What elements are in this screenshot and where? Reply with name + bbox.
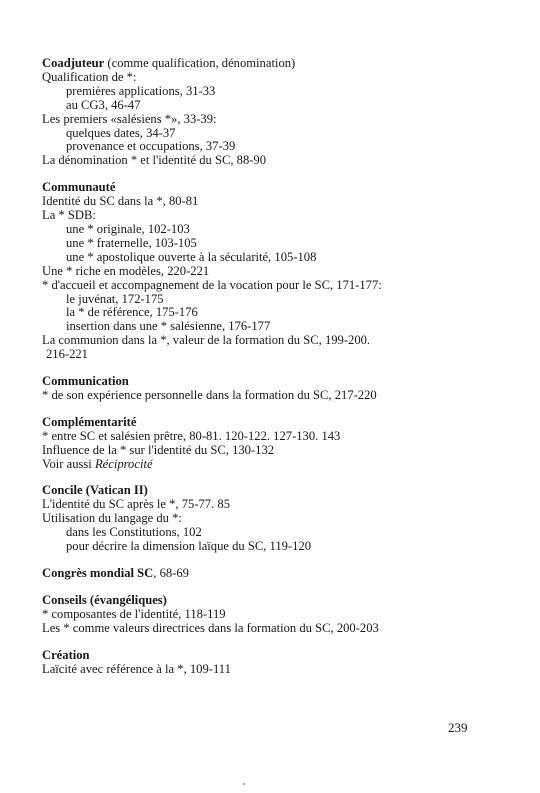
entry-text: * entre SC et salésien prêtre, 80-81. 120-122. 127-130. 143 [42, 428, 341, 443]
entry-line [42, 608, 512, 622]
sub-entry [42, 251, 512, 265]
entry-heading-qualifier: (comme qualification, dénomination) [104, 56, 296, 70]
entry-text: une * apostolique ouverte à la sécularité, 105-108 [66, 249, 317, 264]
entry-heading-line [42, 484, 512, 498]
entry-line [42, 444, 512, 458]
entry-text: pour décrire la dimension laïque du SC, 119-120 [66, 539, 312, 554]
entry-text: Laïcité avec référence à la *, 109-111 [42, 661, 231, 676]
entry-line [42, 512, 512, 526]
entry-heading: Conseils (évangéliques) [42, 592, 167, 607]
entry-text: une * originale, 102-103 [66, 221, 190, 236]
cross-reference: Réciprocité [94, 456, 153, 471]
entry-heading: Communauté [42, 180, 116, 195]
entry-heading-line [42, 181, 512, 195]
entry-text: une * fraternelle, 103-105 [66, 235, 197, 250]
entry-line [42, 113, 512, 127]
sub-entry [42, 237, 512, 251]
entry-line [42, 663, 512, 677]
entry-text: au CG3, 46-47 [66, 97, 141, 112]
entry-text: premières applications, 31-33 [66, 83, 216, 98]
entry-line [42, 334, 512, 348]
entry-line [42, 348, 512, 362]
entry-line [42, 154, 512, 168]
entry-heading-line [42, 57, 512, 71]
page-number: 239 [448, 720, 468, 735]
entry-line [42, 622, 512, 636]
index-entry [42, 484, 512, 554]
entry-line [42, 389, 512, 403]
sub-entry [42, 526, 512, 540]
entry-text: dans les Constitutions, 102 [66, 525, 202, 540]
entry-text: L'identité du SC après le *, 75-77. 85 [42, 497, 230, 512]
entry-heading-line [42, 375, 512, 389]
sub-entry [42, 99, 512, 113]
sub-entry [42, 223, 512, 237]
entry-heading-line [42, 416, 512, 430]
sub-entry [42, 540, 512, 554]
entry-heading: Complémentarité [42, 414, 137, 429]
index-entry [42, 567, 512, 581]
entry-line [42, 498, 512, 512]
entry-line [42, 195, 512, 209]
sub-entry [42, 320, 512, 334]
entry-text: * de son expérience personnelle dans la formation du SC, 217-220 [42, 387, 377, 402]
entry-text: * d'accueil et accompagnement de la vocation pour le SC, 171-177: [42, 277, 382, 292]
entry-heading: Création [42, 647, 90, 662]
entry-text: La dénomination * et l'identité du SC, 88-90 [42, 153, 267, 168]
index-entry [42, 594, 512, 636]
entry-text: * composantes de l'identité, 118-119 [42, 606, 226, 621]
entry-heading-qualifier: , 68-69 [153, 566, 189, 580]
index-page [42, 57, 512, 689]
entry-text: provenance et occupations, 37-39 [66, 139, 236, 154]
entry-line [42, 71, 512, 85]
entry-line [42, 209, 512, 223]
entry-line [42, 458, 512, 472]
entry-text: la * de référence, 175-176 [66, 305, 198, 320]
entry-heading: Concile (Vatican II) [42, 483, 148, 498]
sub-entry [42, 293, 512, 307]
entry-line [42, 265, 512, 279]
entry-text: Influence de la * sur l'identité du SC, 130-132 [42, 442, 275, 457]
entry-text: La * SDB: [42, 208, 96, 223]
entry-line [42, 430, 512, 444]
index-entry [42, 181, 512, 362]
entry-text: Voir aussi [42, 456, 95, 471]
sub-entry [42, 85, 512, 99]
entry-heading: Congrès mondial SC [42, 566, 154, 580]
entry-text: Identité du SC dans la *, 80-81 [42, 194, 199, 209]
entry-text: Qualification de *: [42, 69, 137, 84]
entry-text: La communion dans la *, valeur de la formation du SC, 199-200. [42, 333, 371, 348]
entry-heading-line [42, 567, 512, 581]
entry-heading: Communication [42, 374, 129, 389]
index-entry [42, 375, 512, 403]
index-entry [42, 416, 512, 472]
sub-entry [42, 140, 512, 154]
index-entry [42, 57, 512, 168]
entry-heading-line [42, 649, 512, 663]
entry-text: Une * riche en modèles, 220-221 [42, 263, 210, 278]
entry-heading: Coadjuteur [42, 56, 105, 70]
entry-text: Les * comme valeurs directrices dans la formation du SC, 200-203 [42, 620, 379, 635]
entry-heading-line [42, 594, 512, 608]
sub-entry [42, 306, 512, 320]
entry-line [42, 279, 512, 293]
index-entry [42, 649, 512, 677]
entry-text: 216-221 [46, 347, 88, 362]
entry-text: le juvénat, 172-175 [66, 291, 164, 306]
entry-text: Utilisation du langage du *: [42, 511, 182, 526]
print-speck [243, 783, 245, 785]
entry-text: insertion dans une * salésienne, 176-177 [66, 319, 271, 334]
entry-text: quelques dates, 34-37 [66, 125, 176, 140]
sub-entry [42, 127, 512, 141]
entry-text: Les premiers «salésiens *», 33-39: [42, 111, 217, 126]
